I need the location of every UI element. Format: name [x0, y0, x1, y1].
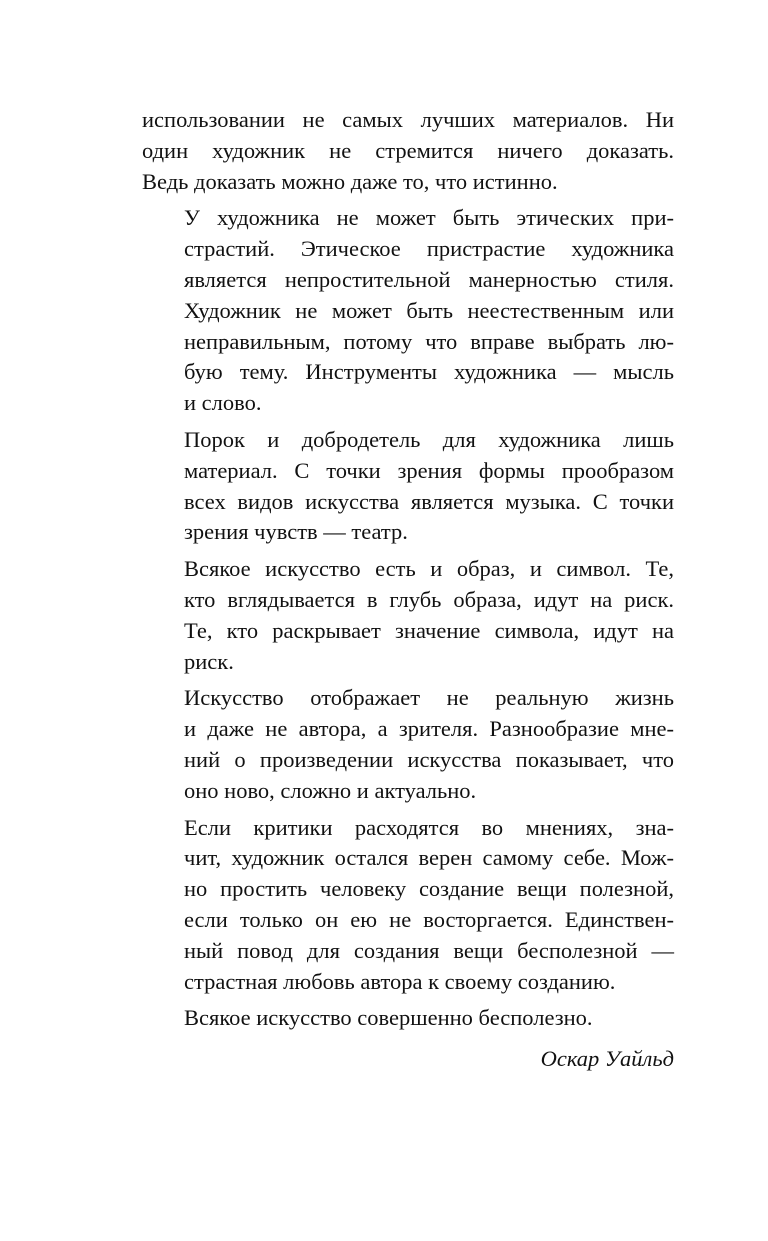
- text-line: если только он ею не восторгается. Единствен-: [184, 906, 674, 932]
- text-line: чит, художник остался верен самому себе. Мож-: [184, 845, 674, 871]
- text-line: страстий. Этическое пристрастие художника: [184, 236, 674, 262]
- paragraph-4: [142, 554, 674, 677]
- text-line: оно ново, сложно и актуально.: [184, 777, 477, 803]
- text-line: Искусство отображает не реальную жизнь: [184, 685, 674, 711]
- paragraph-1: [142, 105, 674, 197]
- text-line: У художника не может быть этических при-: [184, 205, 674, 231]
- text-line: и слово.: [184, 390, 262, 416]
- text-line: неправильным, потому что вправе выбрать лю-: [184, 328, 674, 354]
- page-text: [142, 105, 674, 1074]
- text-line: Всякое искусство есть и образ, и символ. Те,: [184, 556, 674, 582]
- text-line: и даже не автора, а зрителя. Разнообразие мне-: [184, 716, 674, 742]
- text-line: материал. С точки зрения формы прообразом: [184, 457, 674, 483]
- text-line: использовании не самых лучших материалов. Ни: [142, 107, 674, 132]
- text-line: Всякое искусство совершенно бесполезно.: [184, 1005, 593, 1031]
- paragraph-3: [142, 425, 674, 548]
- text-line: но простить человеку создание вещи полезной,: [184, 876, 674, 902]
- text-line: один художник не стремится ничего доказать.: [142, 137, 674, 163]
- paragraph-6: [142, 813, 674, 998]
- text-line: Порок и добродетель для художника лишь: [184, 426, 674, 452]
- text-line: риск.: [184, 648, 234, 674]
- text-line: ний о произведении искусства показывает, что: [184, 746, 674, 772]
- text-line: является непростительной манерностью стиля.: [184, 266, 674, 292]
- text-line: всех видов искусства является музыка. С точки: [184, 488, 674, 514]
- text-line: кто вглядывается в глубь образа, идут на риск.: [184, 586, 674, 612]
- text-line: Художник не может быть неестественным или: [184, 297, 674, 323]
- paragraph-7: [142, 1003, 674, 1034]
- text-line: Если критики расходятся во мнениях, зна-: [184, 814, 674, 840]
- text-line: страстная любовь автора к своему созданию.: [184, 968, 616, 994]
- text-line: бую тему. Инструменты художника — мысль: [184, 359, 674, 385]
- text-line: ный повод для создания вещи бесполезной —: [184, 937, 674, 963]
- paragraph-2: [142, 203, 674, 419]
- text-line: Те, кто раскрывает значение символа, идут на: [184, 617, 674, 643]
- text-line: Ведь доказать можно даже то, что истинно.: [142, 168, 558, 194]
- text-line: зрения чувств — театр.: [184, 519, 408, 545]
- author-signature: Оскар Уайльд: [540, 1046, 674, 1072]
- paragraph-5: [142, 683, 674, 806]
